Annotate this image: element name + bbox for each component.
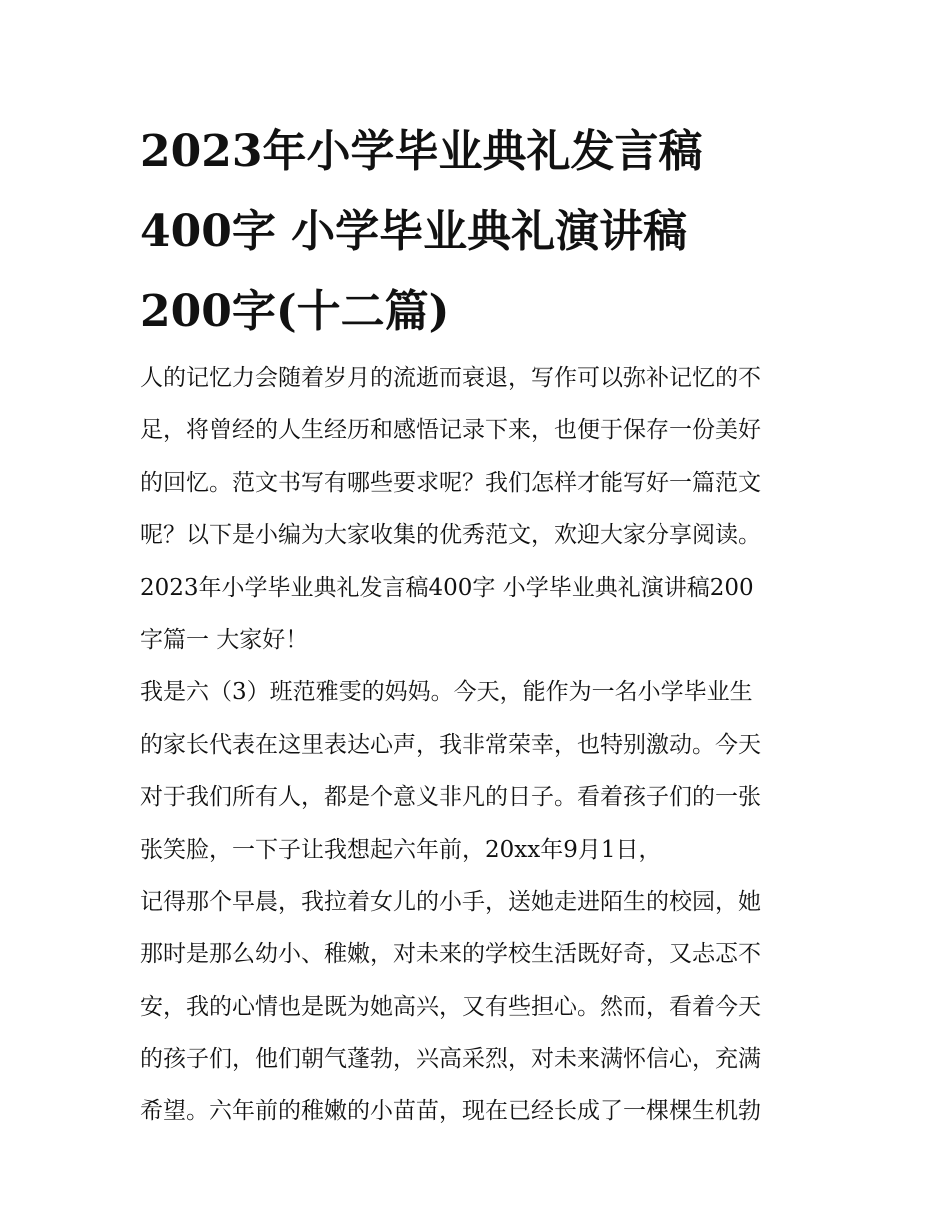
body-line: 的回忆。范文书写有哪些要求呢？我们怎样才能写好一篇范文 — [140, 469, 761, 496]
body-line: 的孩子们，他们朝气蓬勃，兴高采烈，对未来满怀信心，充满 — [140, 1046, 761, 1073]
title-line: 400字 小学毕业典礼演讲稿 — [140, 206, 688, 257]
title-line: 200字(十二篇) — [140, 286, 450, 337]
body-line: 记得那个早晨，我拉着女儿的小手，送她走进陌生的校园，她 — [140, 888, 761, 915]
body-line: 安，我的心情也是既为她高兴，又有些担心。然而，看着今天 — [140, 993, 761, 1020]
body-line: 那时是那么幼小、稚嫩，对未来的学校生活既好奇，又忐忑不 — [140, 941, 761, 968]
document-body — [140, 352, 820, 1138]
body-line: 人的记忆力会随着岁月的流逝而衰退，写作可以弥补记忆的不 — [140, 365, 761, 391]
body-line: 的家长代表在这里表达心声，我非常荣幸，也特别激动。今天 — [140, 731, 761, 758]
document-title — [140, 112, 820, 352]
body-line: 2023年小学毕业典礼发言稿400字 小学毕业典礼演讲稿200 — [140, 574, 754, 601]
title-line: 2023年小学毕业典礼发言稿 — [140, 126, 703, 177]
body-line: 呢？以下是小编为大家收集的优秀范文，欢迎大家分享阅读。 — [140, 522, 761, 549]
body-line: 希望。六年前的稚嫩的小苗苗，现在已经长成了一棵棵生机勃 — [140, 1098, 761, 1125]
body-line: 足，将曾经的人生经历和感悟记录下来，也便于保存一份美好 — [140, 417, 761, 444]
body-line: 我是六（3）班范雅雯的妈妈。今天，能作为一名小学毕业生 — [140, 679, 753, 706]
body-line: 对于我们所有人，都是个意义非凡的日子。看着孩子们的一张 — [140, 784, 761, 811]
body-line: 张笑脸，一下子让我想起六年前，20xx年9月1日， — [140, 836, 662, 863]
body-line: 字篇一 大家好！ — [140, 626, 309, 653]
